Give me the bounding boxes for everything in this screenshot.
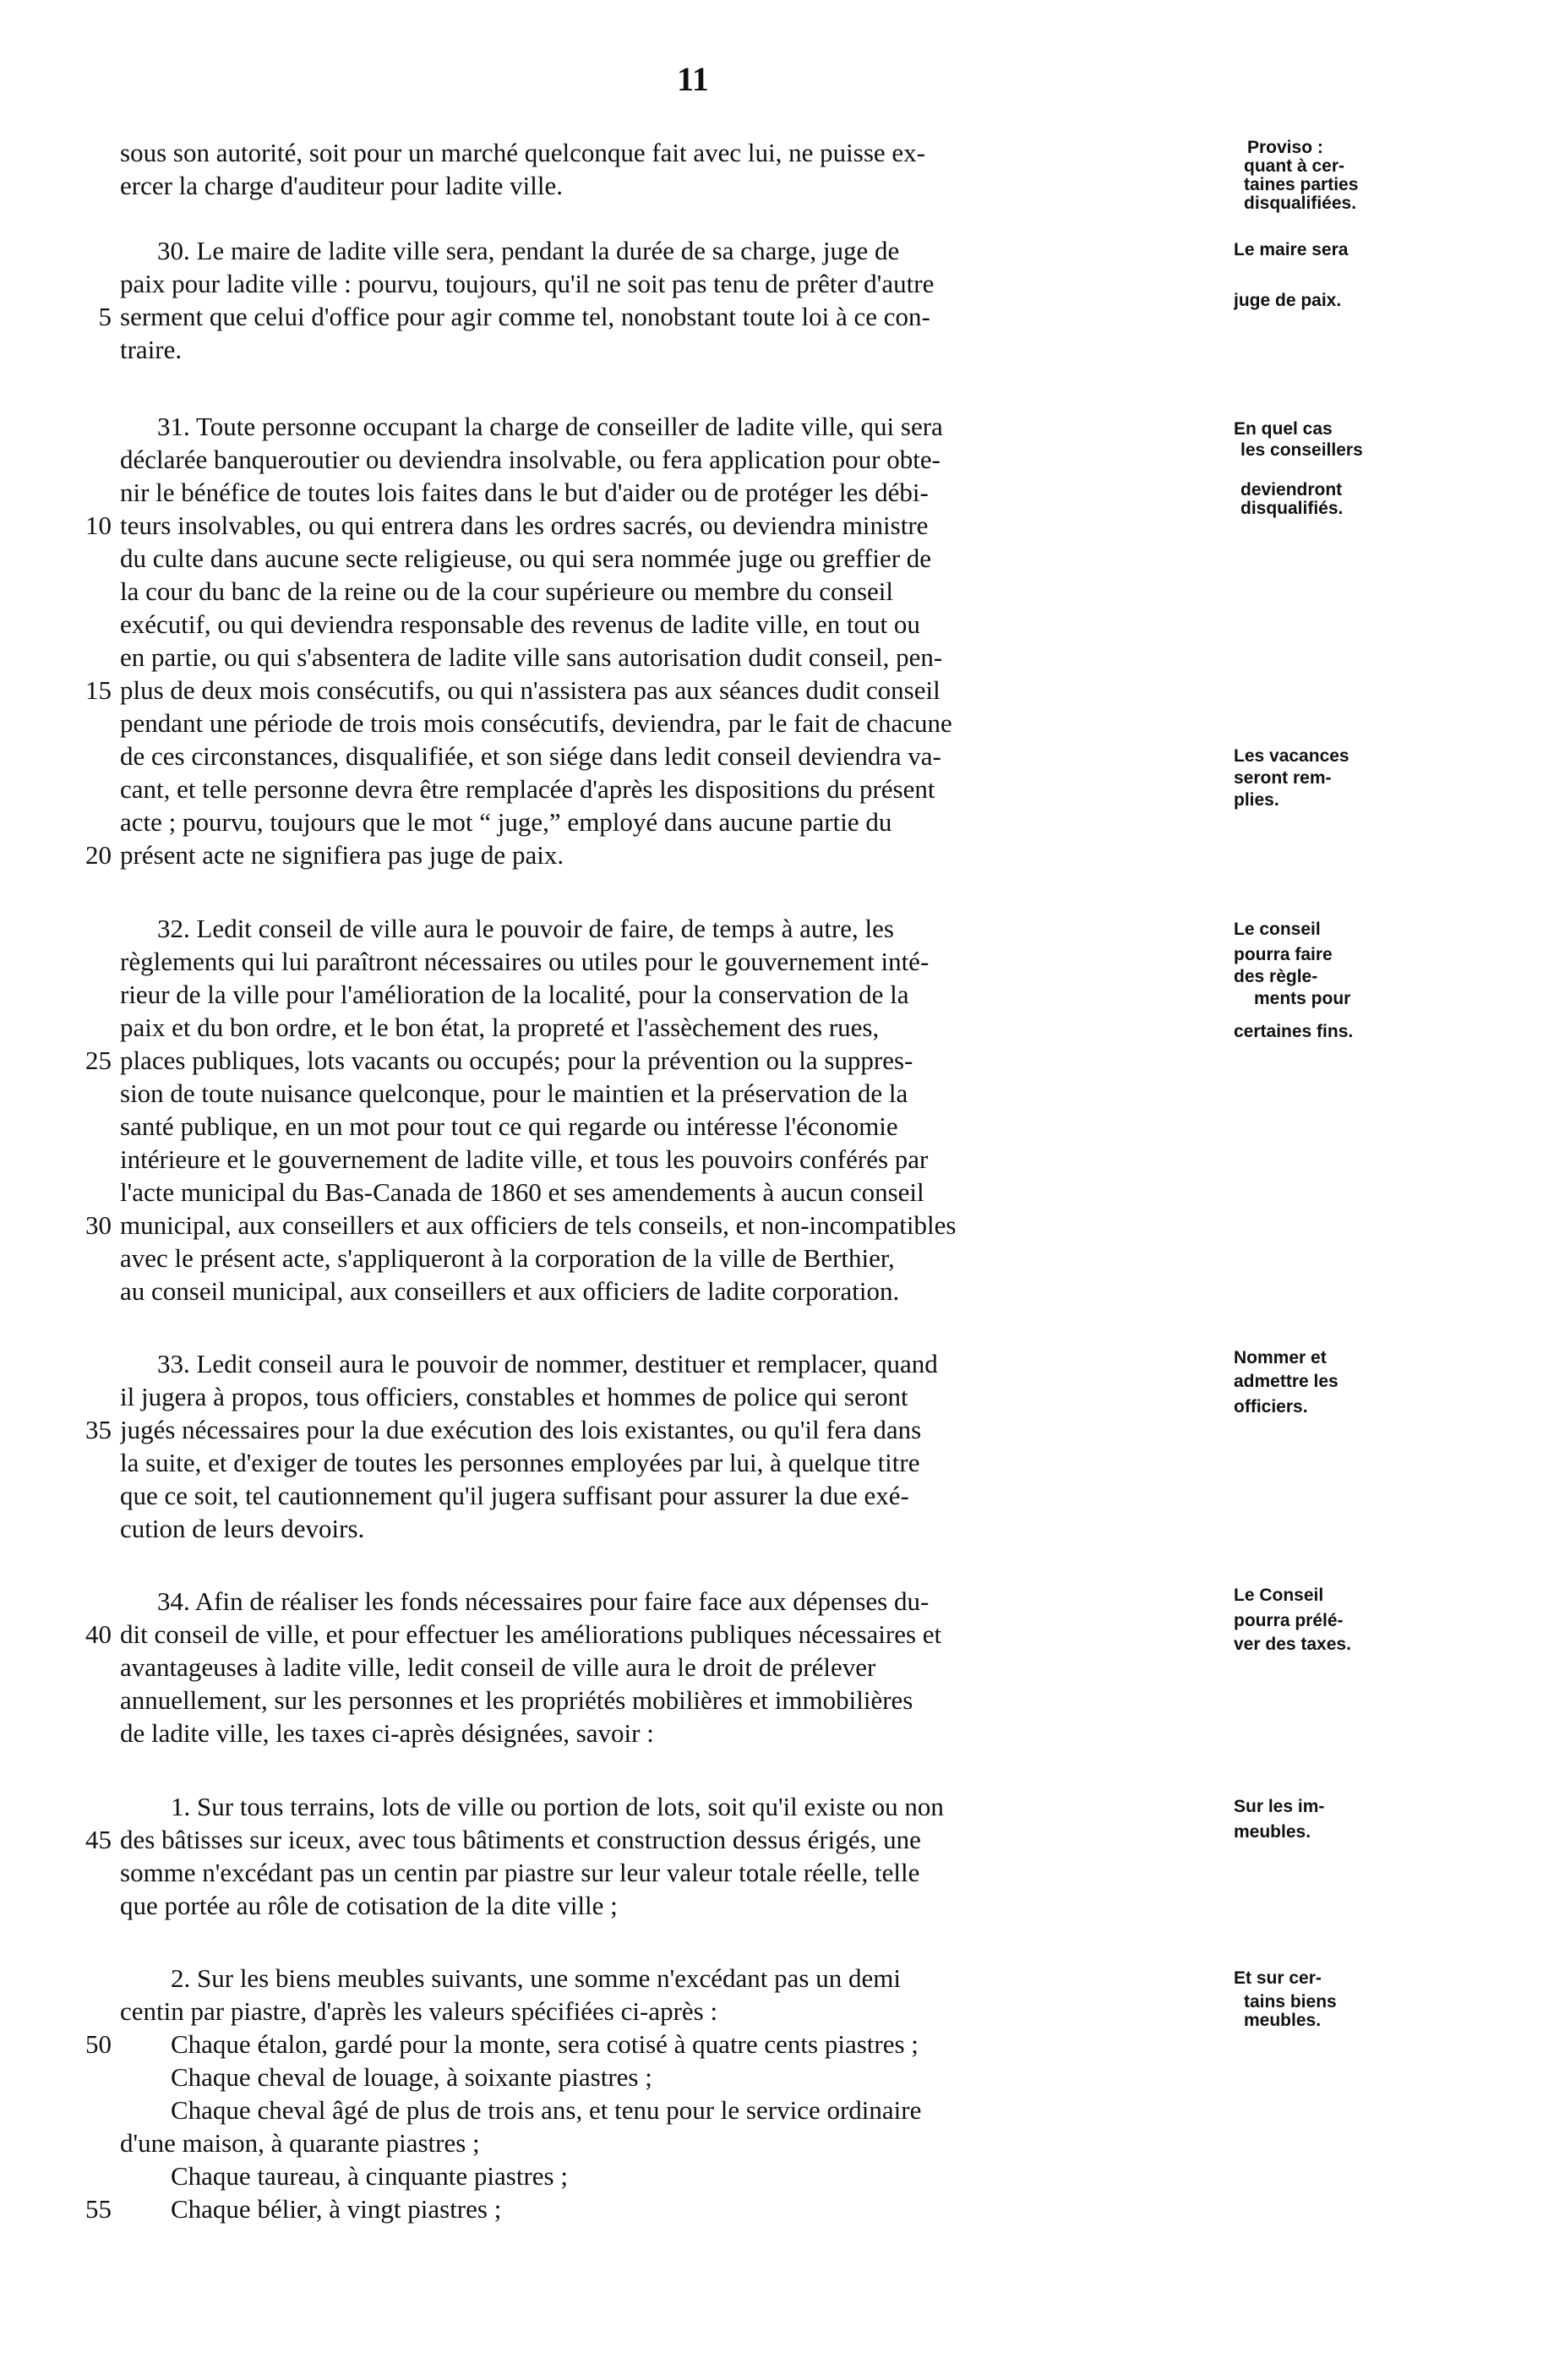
body-line: exécutif, ou qui deviendra responsable des revenus de ladite ville, en tout ou	[120, 609, 920, 639]
chattel-item: Chaque cheval âgé de plus de trois ans, et tenu pour le service ordinaire	[171, 2095, 922, 2125]
margin-note: taines parties	[1244, 176, 1359, 194]
body-line: dit conseil de ville, et pour effectuer les améliorations publiques nécessaires et	[120, 1619, 942, 1649]
body-line: places publiques, lots vacants ou occupés; pour la prévention ou la suppres-	[120, 1045, 913, 1075]
body-line: plus de deux mois consécutifs, ou qui n'assistera pas aux séances dudit conseil	[120, 675, 941, 705]
margin-note: quant à cer-	[1244, 157, 1345, 176]
body-line: serment que celui d'office pour agir comme tel, nonobstant toute loi à ce con-	[120, 302, 930, 331]
body-line: cution de leurs devoirs.	[120, 1514, 365, 1543]
body-line: déclarée banqueroutier ou deviendra insolvable, ou fera application pour obte-	[120, 445, 941, 474]
body-line: rieur de la ville pour l'amélioration de la localité, pour la conservation de la	[120, 980, 909, 1009]
body-line: traire.	[120, 335, 183, 364]
body-line: avantageuses à ladite ville, ledit conseil de ville aura le droit de prélever	[120, 1652, 876, 1682]
line-number: 35	[85, 1415, 112, 1444]
chattel-item: Chaque bélier, à vingt piastres ;	[171, 2194, 502, 2224]
margin-note: meubles.	[1244, 2012, 1322, 2030]
body-line: règlements qui lui paraîtront nécessaires ou utiles pour le gouvernement inté-	[120, 947, 930, 976]
body-line: municipal, aux conseillers et aux officiers de tels conseils, et non-incompatibles	[120, 1210, 957, 1240]
margin-note: seront rem-	[1234, 769, 1332, 788]
line-number: 50	[85, 2029, 112, 2059]
body-line: santé publique, en un mot pour tout ce qui regarde ou intéresse l'économie	[120, 1111, 898, 1141]
margin-note: admettre les	[1234, 1373, 1339, 1391]
margin-note: pourra prélé-	[1234, 1612, 1344, 1630]
body-line: sion de toute nuisance quelconque, pour le maintien et la préservation de la	[120, 1078, 908, 1108]
body-line: présent acte ne signifiera pas juge de paix.	[120, 840, 564, 870]
body-line: nir le bénéfice de toutes lois faites dans le but d'aider ou de protéger les débi-	[120, 478, 929, 507]
body-line: au conseil municipal, aux conseillers et aux officiers de ladite corporation.	[120, 1276, 900, 1306]
tax-item-2-start: 2. Sur les biens meubles suivants, une somme n'excédant pas un demi	[171, 1963, 901, 1993]
margin-note: ments pour	[1254, 990, 1351, 1008]
body-line: en partie, ou qui s'absentera de ladite ville sans autorisation dudit conseil, pen-	[120, 642, 943, 672]
body-line: que ce soit, tel cautionnement qu'il jugera suffisant pour assurer la due exé-	[120, 1481, 909, 1510]
body-line: des bâtisses sur iceux, avec tous bâtiments et construction dessus érigés, une	[120, 1825, 921, 1854]
body-line: avec le présent acte, s'appliqueront à la corporation de la ville de Berthier,	[120, 1243, 895, 1273]
margin-note: Nommer et	[1234, 1349, 1327, 1367]
chattel-item: Chaque cheval de louage, à soixante piastres ;	[171, 2062, 652, 2092]
margin-note: les conseillers	[1240, 441, 1363, 460]
body-line: du culte dans aucune secte religieuse, ou qui sera nommée juge ou greffier de	[120, 543, 932, 573]
body-line: pendant une période de trois mois consécutifs, deviendra, par le fait de chacune	[120, 708, 952, 738]
body-line: sous son autorité, soit pour un marché quelconque fait avec lui, ne puisse ex-	[120, 138, 925, 167]
line-number: 45	[85, 1825, 112, 1854]
line-number: 40	[85, 1619, 112, 1649]
margin-note: deviendront	[1240, 481, 1343, 499]
margin-note: disqualifiés.	[1240, 499, 1344, 518]
body-line: cant, et telle personne devra être remplacée d'après les dispositions du présent	[120, 774, 935, 804]
body-line: il jugera à propos, tous officiers, constables et hommes de police qui seront	[120, 1382, 908, 1411]
line-number: 20	[85, 840, 112, 870]
body-line: centin par piastre, d'après les valeurs spécifiées ci-après :	[120, 1996, 718, 2026]
margin-note: meubles.	[1234, 1823, 1311, 1842]
tax-item-1-start: 1. Sur tous terrains, lots de ville ou portion de lots, soit qu'il existe ou non	[171, 1792, 944, 1821]
margin-note: Le conseil	[1234, 920, 1321, 939]
margin-note: disqualifiées.	[1244, 194, 1357, 213]
body-line: jugés nécessaires pour la due exécution des lois existantes, ou qu'il fera dans	[120, 1415, 922, 1444]
line-number: 30	[85, 1210, 112, 1240]
margin-note: des règle-	[1234, 968, 1318, 986]
section-31-start: 31. Toute personne occupant la charge de conseiller de ladite ville, qui sera	[157, 412, 943, 441]
body-line: acte ; pourvu, toujours que le mot “ juge,” employé dans aucune partie du	[120, 807, 892, 837]
line-number: 5	[98, 302, 112, 331]
margin-note: ver des taxes.	[1234, 1635, 1351, 1654]
margin-note: Sur les im-	[1234, 1798, 1325, 1816]
page-number: 11	[677, 60, 709, 98]
margin-note: Le Conseil	[1234, 1586, 1324, 1605]
body-line: annuellement, sur les personnes et les propriétés mobilières et immobilières	[120, 1685, 913, 1715]
body-line: d'une maison, à quarante piastres ;	[120, 2128, 480, 2158]
body-line: de ladite ville, les taxes ci-après désignées, savoir :	[120, 1718, 654, 1748]
section-30-start: 30. Le maire de ladite ville sera, pendant la durée de sa charge, juge de	[157, 236, 900, 265]
margin-note: pourra faire	[1234, 946, 1333, 964]
body-line: paix et du bon ordre, et le bon état, la propreté et l'assèchement des rues,	[120, 1013, 880, 1042]
margin-note: tains biens	[1244, 1993, 1337, 2012]
line-number: 25	[85, 1045, 112, 1075]
chattel-item: Chaque taureau, à cinquante piastres ;	[171, 2161, 568, 2191]
margin-note: Proviso :	[1247, 139, 1323, 157]
body-line: l'acte municipal du Bas-Canada de 1860 et ses amendements à aucun conseil	[120, 1177, 924, 1207]
chattel-item: Chaque étalon, gardé pour la monte, sera cotisé à quatre cents piastres ;	[171, 2029, 919, 2059]
section-34-start: 34. Afin de réaliser les fonds nécessaires pour faire face aux dépenses du-	[157, 1586, 930, 1616]
margin-note: Le maire sera	[1234, 241, 1349, 259]
body-line: teurs insolvables, ou qui entrera dans les ordres sacrés, ou deviendra ministre	[120, 510, 929, 540]
body-line: que portée au rôle de cotisation de la dite ville ;	[120, 1891, 618, 1920]
line-number: 15	[85, 675, 112, 705]
margin-note: Et sur cer-	[1234, 1969, 1322, 1988]
margin-note: juge de paix.	[1234, 292, 1342, 310]
section-33-start: 33. Ledit conseil aura le pouvoir de nommer, destituer et remplacer, quand	[157, 1349, 938, 1378]
body-line: somme n'excédant pas un centin par piastre sur leur valeur totale réelle, telle	[120, 1858, 920, 1887]
margin-note: officiers.	[1234, 1398, 1308, 1417]
body-line: la cour du banc de la reine ou de la cour supérieure ou membre du conseil	[120, 576, 893, 606]
line-number: 55	[85, 2194, 112, 2224]
body-line: intérieure et le gouvernement de ladite ville, et tous les pouvoirs conférés par	[120, 1144, 929, 1174]
body-line: la suite, et d'exiger de toutes les personnes employées par lui, à quelque titre	[120, 1448, 920, 1477]
body-line: de ces circonstances, disqualifiée, et son siége dans ledit conseil deviendra va-	[120, 741, 941, 771]
line-number: 10	[85, 510, 112, 540]
body-line: paix pour ladite ville : pourvu, toujours, qu'il ne soit pas tenu de prêter d'autre	[120, 269, 935, 298]
section-32-start: 32. Ledit conseil de ville aura le pouvoir de faire, de temps à autre, les	[157, 914, 894, 943]
body-line: ercer la charge d'auditeur pour ladite ville.	[120, 171, 564, 200]
margin-note: certaines fins.	[1234, 1023, 1354, 1041]
margin-note: plies.	[1234, 791, 1279, 810]
margin-note: Les vacances	[1234, 747, 1349, 766]
margin-note: En quel cas	[1234, 420, 1333, 439]
